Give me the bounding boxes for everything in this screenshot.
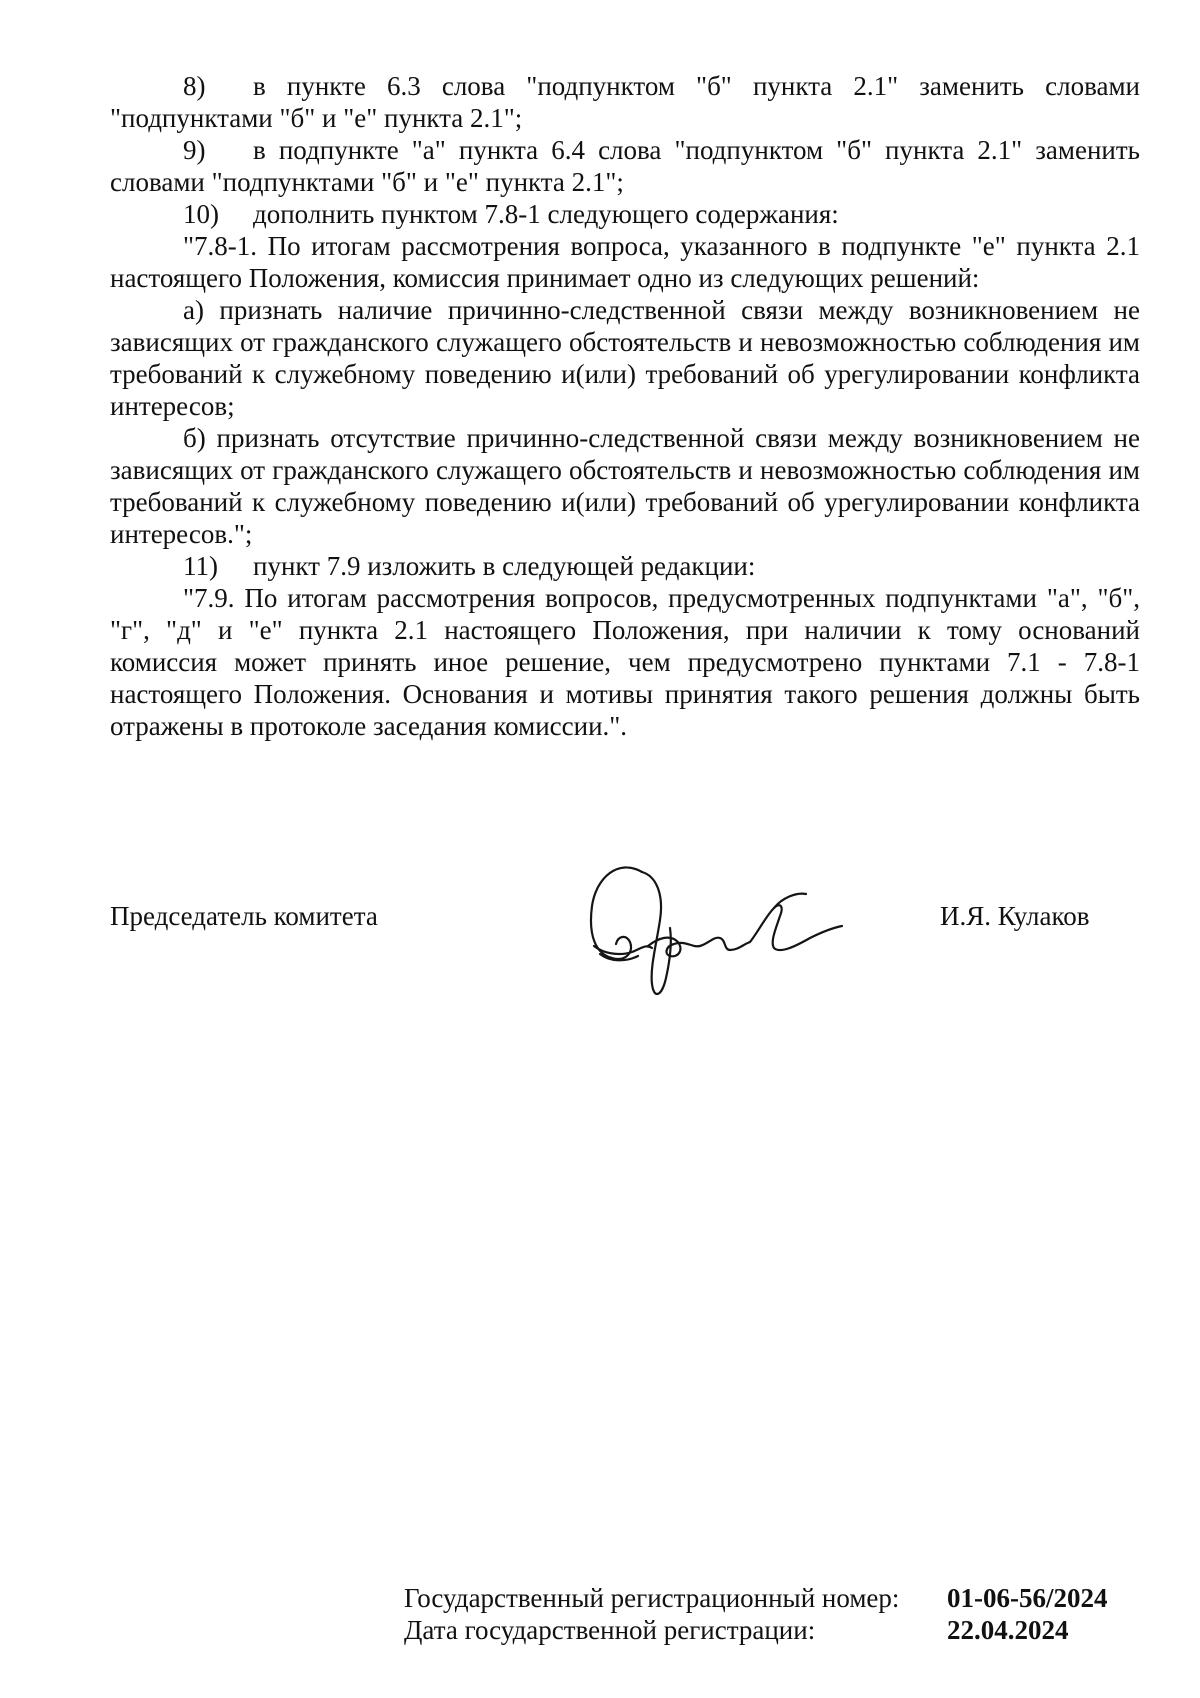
signatory-name: И.Я. Кулаков [940,901,1090,931]
registration-info [404,1582,1124,1646]
amendment-item-10 [110,198,1140,230]
registration-number-value: 01-06-56/2024 [947,1583,1108,1613]
clause-7-8-1-option-a: а) признать наличие причинно-следственной связи между возникновением не зависящих от гражданского служащего обстоятельств и невозможностью соблюдения им требований к служебному поведению и(или) требований об урегулировании конфликта интересов; [110,295,1140,421]
amendment-item-9 [110,134,1140,198]
document-body [110,70,1140,742]
item-number: 11) [183,551,218,581]
signature-block [110,850,1110,1010]
clause-7-8-1-option-b: б) признать отсутствие причинно-следственной связи между возникновением не зависящих от гражданского служащего обстоятельств и невозможностью соблюдения им требований к служебному поведению и(или) требований об урегулировании конфликта интересов."; [110,423,1140,549]
handwritten-signature [560,850,920,1010]
item-number: 9) [183,135,206,165]
amendment-item-8 [110,70,1140,134]
item-text: в пункте 6.3 слова "подпунктом "б" пункта 2.1" заменить словами "подпунктами "б" и "е" пункта 2.1"; [110,71,1140,133]
signatory-position: Председатель комитета [110,901,378,931]
item-text: дополнить пунктом 7.8-1 следующего содержания: [253,199,839,229]
registration-date-row [404,1614,1124,1646]
item-text: в подпункте "а" пункта 6.4 слова "подпунктом "б" пункта 2.1" заменить словами "подпунктами "б" и "е" пункта 2.1"; [110,135,1140,197]
clause-7-9-text: "7.9. По итогам рассмотрения вопросов, предусмотренных подпунктами "а", "б", "г", "д" и "е" пункта 2.1 настоящего Положения, при наличии к тому оснований комиссия может принять иное решение, чем предусмотрено пунктами 7.1 - 7.8-1 настоящего Положения. Основания и мотивы принятия такого решения должны быть отражены в протоколе заседания комиссии.". [110,583,1140,741]
item-number: 8) [183,71,206,101]
clause-7-8-1-intro: "7.8-1. По итогам рассмотрения вопроса, указанного в подпункте "е" пункта 2.1 настоящего Положения, комиссия принимает одно из следующих решений: [110,231,1140,293]
item-number: 10) [183,199,219,229]
registration-number-label: Государственный регистрационный номер: [404,1583,900,1613]
amendment-item-11 [110,550,1140,582]
item-text: пункт 7.9 изложить в следующей редакции: [253,551,756,581]
registration-date-value: 22.04.2024 [947,1615,1069,1645]
registration-number-row [404,1582,1124,1614]
registration-date-label: Дата государственной регистрации: [404,1615,816,1645]
